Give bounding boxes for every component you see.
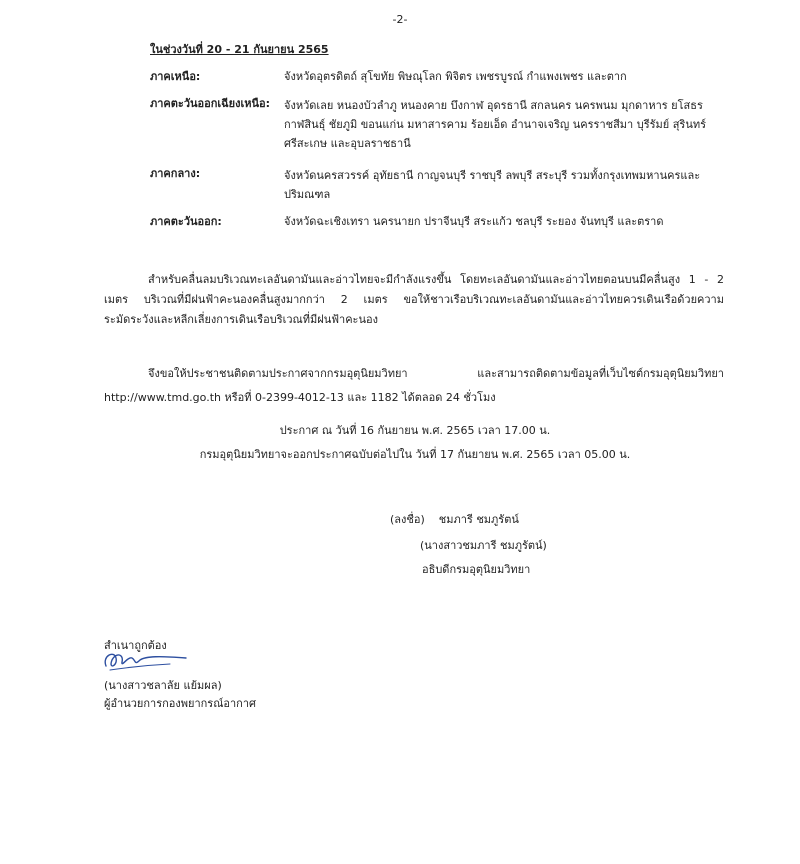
signed-name: ชมภารี ชมภูรัตน์ [438, 513, 519, 526]
region-provinces-east: จังหวัดฉะเชิงเทรา นครนายก ปราจีนบุรี สระแก้ว ชลบุรี ระยอง จันทบุรี และตราด [284, 215, 664, 228]
certifier-position: ผู้อำนวยการกองพยากรณ์อากาศ [104, 697, 257, 710]
signatory-position: อธิบดีกรมอุตุนิยมวิทยา [422, 563, 531, 576]
period-heading: ในช่วงวันที่ 20 - 21 กันยายน 2565 [150, 43, 329, 56]
certifier-name: (นางสาวชลาลัย แย้มผล) [104, 679, 222, 692]
signatory-full-name: (นางสาวชมภารี ชมภูรัตน์) [420, 539, 547, 552]
page-number: -2- [392, 13, 408, 26]
region-label-north: ภาคเหนือ: [150, 70, 201, 83]
next-issue-notice: กรมอุตุนิยมวิทยาจะออกประกาศฉบับต่อไปใน วันที่ 17 กันยายน พ.ศ. 2565 เวลา 05.00 น. [199, 448, 631, 461]
region-provinces-central: จังหวัดนครสวรรค์ อุทัยธานี กาญจนบุรี ราชบุรี ลพบุรี สระบุรี รวมทั้งกรุงเทพมหานครและปริมณฑล [284, 169, 701, 201]
signature-line [390, 512, 519, 527]
region-provinces-north: จังหวัดอุตรดิตถ์ สุโขทัย พิษณุโลก พิจิตร เพชรบูรณ์ กำแพงเพชร และตาก [284, 70, 627, 83]
region-label-east: ภาคตะวันออก: [150, 215, 222, 228]
handwritten-signature [100, 646, 195, 680]
follow-paragraph-text: จึงขอให้ประชาชนติดตามประกาศจากกรมอุตุนิยมวิทยา และสามารถติดตามข้อมูลที่เว็บไซต์กรมอุตุนิยมวิทยา http://www.tmd.go.th หรือที่ 0-2399-4012-13 และ 1182 ได้ตลอด 24 ชั่วโมง [104, 367, 724, 404]
wave-paragraph-text: สำหรับคลื่นลมบริเวณทะเลอันดามันและอ่าวไทยจะมีกำลังแรงขึ้น โดยทะเลอันดามันและอ่าวไทยตอนบนมีคลื่นสูง 1 - 2 เมตร บริเวณที่มีฝนฟ้าคะนองคลื่นสูงมากกว่า 2 เมตร ขอให้ชาวเรือบริเวณทะเลอันดามันและอ่าวไทยควรเดินเรือด้วยความระมัดระวังและหลีกเลี่ยงการเดินเรือบริเวณที่มีฝนฟ้าคะนอง [104, 273, 724, 326]
region-provinces-northeast: จังหวัดเลย หนองบัวลำภู หนองคาย บึงกาฬ อุดรธานี สกลนคร นครพนม มุกดาหาร ยโสธร กาฬสินธุ์ ชัยภูมิ ขอนแก่น มหาสารคาม ร้อยเอ็ด อำนาจเจริญ นครราชสีมา บุรีรัมย์ สุรินทร์ ศรีสะเกษ และอุบลราชธานี [284, 99, 707, 150]
region-label-northeast: ภาคตะวันออกเฉียงเหนือ: [150, 97, 271, 110]
wave-paragraph [104, 270, 724, 330]
region-label-central: ภาคกลาง: [150, 167, 201, 180]
announcement-date: ประกาศ ณ วันที่ 16 กันยายน พ.ศ. 2565 เวลา 17.00 น. [279, 424, 551, 437]
signed-prefix: (ลงชื่อ) [390, 513, 425, 526]
follow-paragraph [104, 362, 724, 410]
certified-copy-label: สำเนาถูกต้อง [104, 639, 167, 652]
